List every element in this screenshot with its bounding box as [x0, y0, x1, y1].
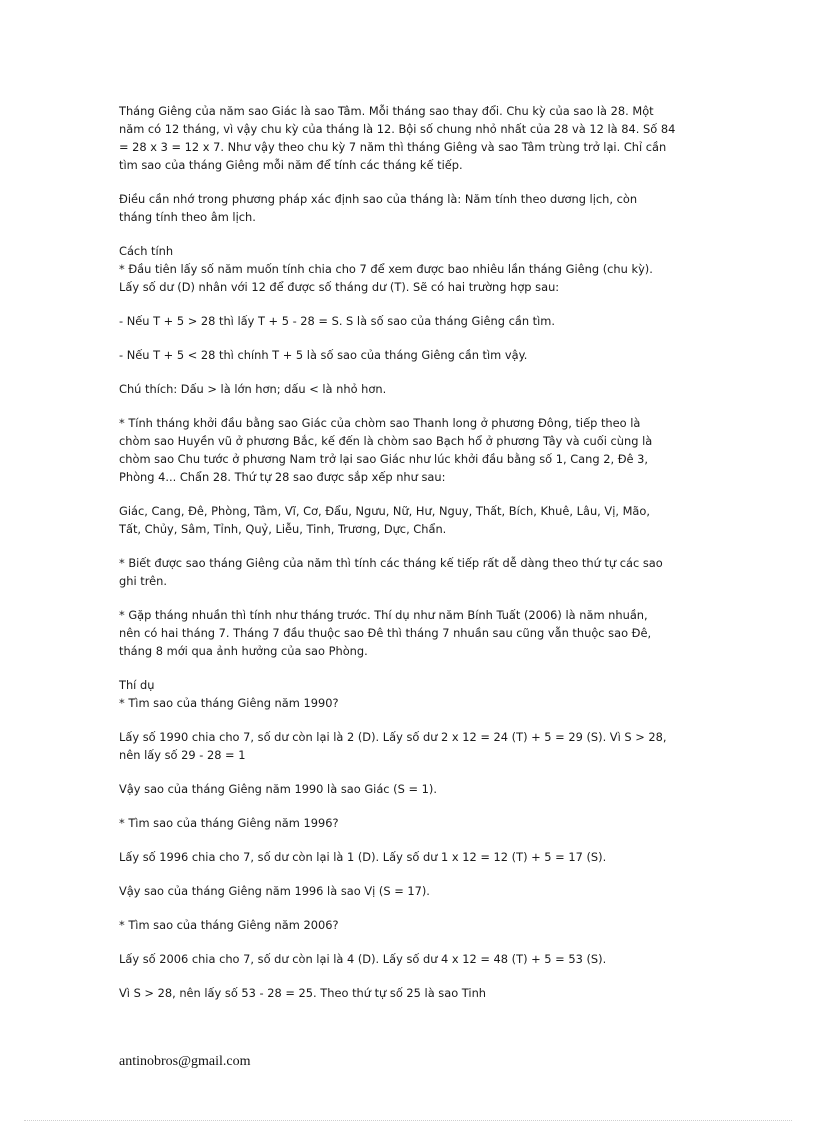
paragraph [119, 882, 709, 900]
text-line: Giác, Cang, Đê, Phòng, Tâm, Vĩ, Cơ, Đẩu, Ngưu, Nữ, Hư, Nguy, Thất, Bích, Khuê, Lâu, Vị, Mão, [119, 504, 650, 518]
text-line: = 28 x 3 = 12 x 7. Như vậy theo chu kỳ 7 năm thì tháng Giêng và sao Tâm trùng trở lại. Chỉ cần [119, 140, 667, 154]
document-body [119, 102, 709, 1018]
text-line: Lấy số 1990 chia cho 7, số dư còn lại là 2 (D). Lấy số dư 2 x 12 = 24 (T) + 5 = 29 (S). Vì S > 28, [119, 730, 667, 744]
text-line: Lấy số 2006 chia cho 7, số dư còn lại là 4 (D). Lấy số dư 4 x 12 = 48 (T) + 5 = 53 (S). [119, 952, 607, 966]
text-line: - Nếu T + 5 > 28 thì lấy T + 5 - 28 = S. S là số sao của tháng Giêng cần tìm. [119, 314, 556, 328]
text-line: nên có hai tháng 7. Tháng 7 đầu thuộc sao Đê thì tháng 7 nhuần sau cũng vẫn thuộc sao Đê, [119, 626, 652, 640]
paragraph [119, 728, 709, 764]
text-line: - Nếu T + 5 < 28 thì chính T + 5 là số sao của tháng Giêng cần tìm vậy. [119, 348, 528, 362]
text-line: năm có 12 tháng, vì vậy chu kỳ của tháng là 12. Bội số chung nhỏ nhất của 28 và 12 là 84. Số 84 [119, 122, 676, 136]
paragraph [119, 260, 709, 296]
text-line: * Tìm sao của tháng Giêng năm 1996? [119, 816, 339, 830]
text-line: Vậy sao của tháng Giêng năm 1996 là sao Vị (S = 17). [119, 884, 430, 898]
paragraph [119, 606, 709, 660]
text-line: * Gặp tháng nhuần thì tính như tháng trước. Thí dụ như năm Bính Tuất (2006) là năm nhuần, [119, 608, 648, 622]
text-line: Chú thích: Dấu > là lớn hơn; dấu < là nhỏ hơn. [119, 382, 387, 396]
text-line: Tháng Giêng của năm sao Giác là sao Tâm. Mỗi tháng sao thay đổi. Chu kỳ của sao là 28. Một [119, 104, 654, 118]
text-line: tìm sao của tháng Giêng mỗi năm để tính các tháng kế tiếp. [119, 158, 463, 172]
text-line: tháng tính theo âm lịch. [119, 210, 256, 224]
text-line: Điều cần nhớ trong phương pháp xác định sao của tháng là: Năm tính theo dương lịch, còn [119, 192, 638, 206]
paragraph [119, 676, 709, 694]
text-line: Lấy số 1996 chia cho 7, số dư còn lại là 1 (D). Lấy số dư 1 x 12 = 12 (T) + 5 = 17 (S). [119, 850, 607, 864]
text-line: tháng 8 mới qua ảnh hưởng của sao Phòng. [119, 644, 368, 658]
text-line: Vậy sao của tháng Giêng năm 1990 là sao Giác (S = 1). [119, 782, 437, 796]
paragraph [119, 242, 709, 260]
paragraph [119, 380, 709, 398]
paragraph [119, 190, 709, 226]
paragraph [119, 312, 709, 330]
footer-email: antinobros@gmail.com [119, 1054, 251, 1069]
paragraph [119, 848, 709, 866]
text-line: * Đầu tiên lấy số năm muốn tính chia cho 7 để xem được bao nhiêu lần tháng Giêng (chu kỳ). [119, 262, 653, 276]
paragraph [119, 346, 709, 364]
text-line: Tất, Chủy, Sâm, Tỉnh, Quỷ, Liễu, Tinh, Trương, Dực, Chẩn. [119, 522, 447, 536]
text-line: * Tìm sao của tháng Giêng năm 2006? [119, 918, 339, 932]
text-line: Cách tính [119, 244, 174, 258]
text-line: chòm sao Chu tước ở phương Nam trở lại sao Giác như lúc khởi đầu bằng số 1, Cang 2, Đê 3, [119, 452, 649, 466]
paragraph [119, 950, 709, 968]
text-line: Lấy số dư (D) nhân với 12 để được số tháng dư (T). Sẽ có hai trường hợp sau: [119, 280, 560, 294]
text-line: Phòng 4... Chẩn 28. Thứ tự 28 sao được sắp xếp như sau: [119, 470, 446, 484]
text-line: Thí dụ [119, 678, 155, 692]
page-bottom-divider [24, 1120, 792, 1121]
text-line: * Biết được sao tháng Giêng của năm thì tính các tháng kế tiếp rất dễ dàng theo thứ tự các sao [119, 556, 663, 570]
paragraph [119, 102, 709, 174]
paragraph [119, 414, 709, 486]
paragraph [119, 984, 709, 1002]
text-line: ghi trên. [119, 574, 167, 588]
paragraph [119, 502, 709, 538]
paragraph [119, 780, 709, 798]
text-line: chòm sao Huyền vũ ở phương Bắc, kế đến là chòm sao Bạch hổ ở phương Tây và cuối cùng là [119, 434, 653, 448]
text-line: Vì S > 28, nên lấy số 53 - 28 = 25. Theo thứ tự số 25 là sao Tinh [119, 986, 487, 1000]
paragraph [119, 694, 709, 712]
paragraph [119, 916, 709, 934]
text-line: * Tìm sao của tháng Giêng năm 1990? [119, 696, 339, 710]
text-line: nên lấy số 29 - 28 = 1 [119, 748, 246, 762]
paragraph [119, 554, 709, 590]
text-line: * Tính tháng khởi đầu bằng sao Giác của chòm sao Thanh long ở phương Đông, tiếp theo là [119, 416, 641, 430]
paragraph [119, 814, 709, 832]
